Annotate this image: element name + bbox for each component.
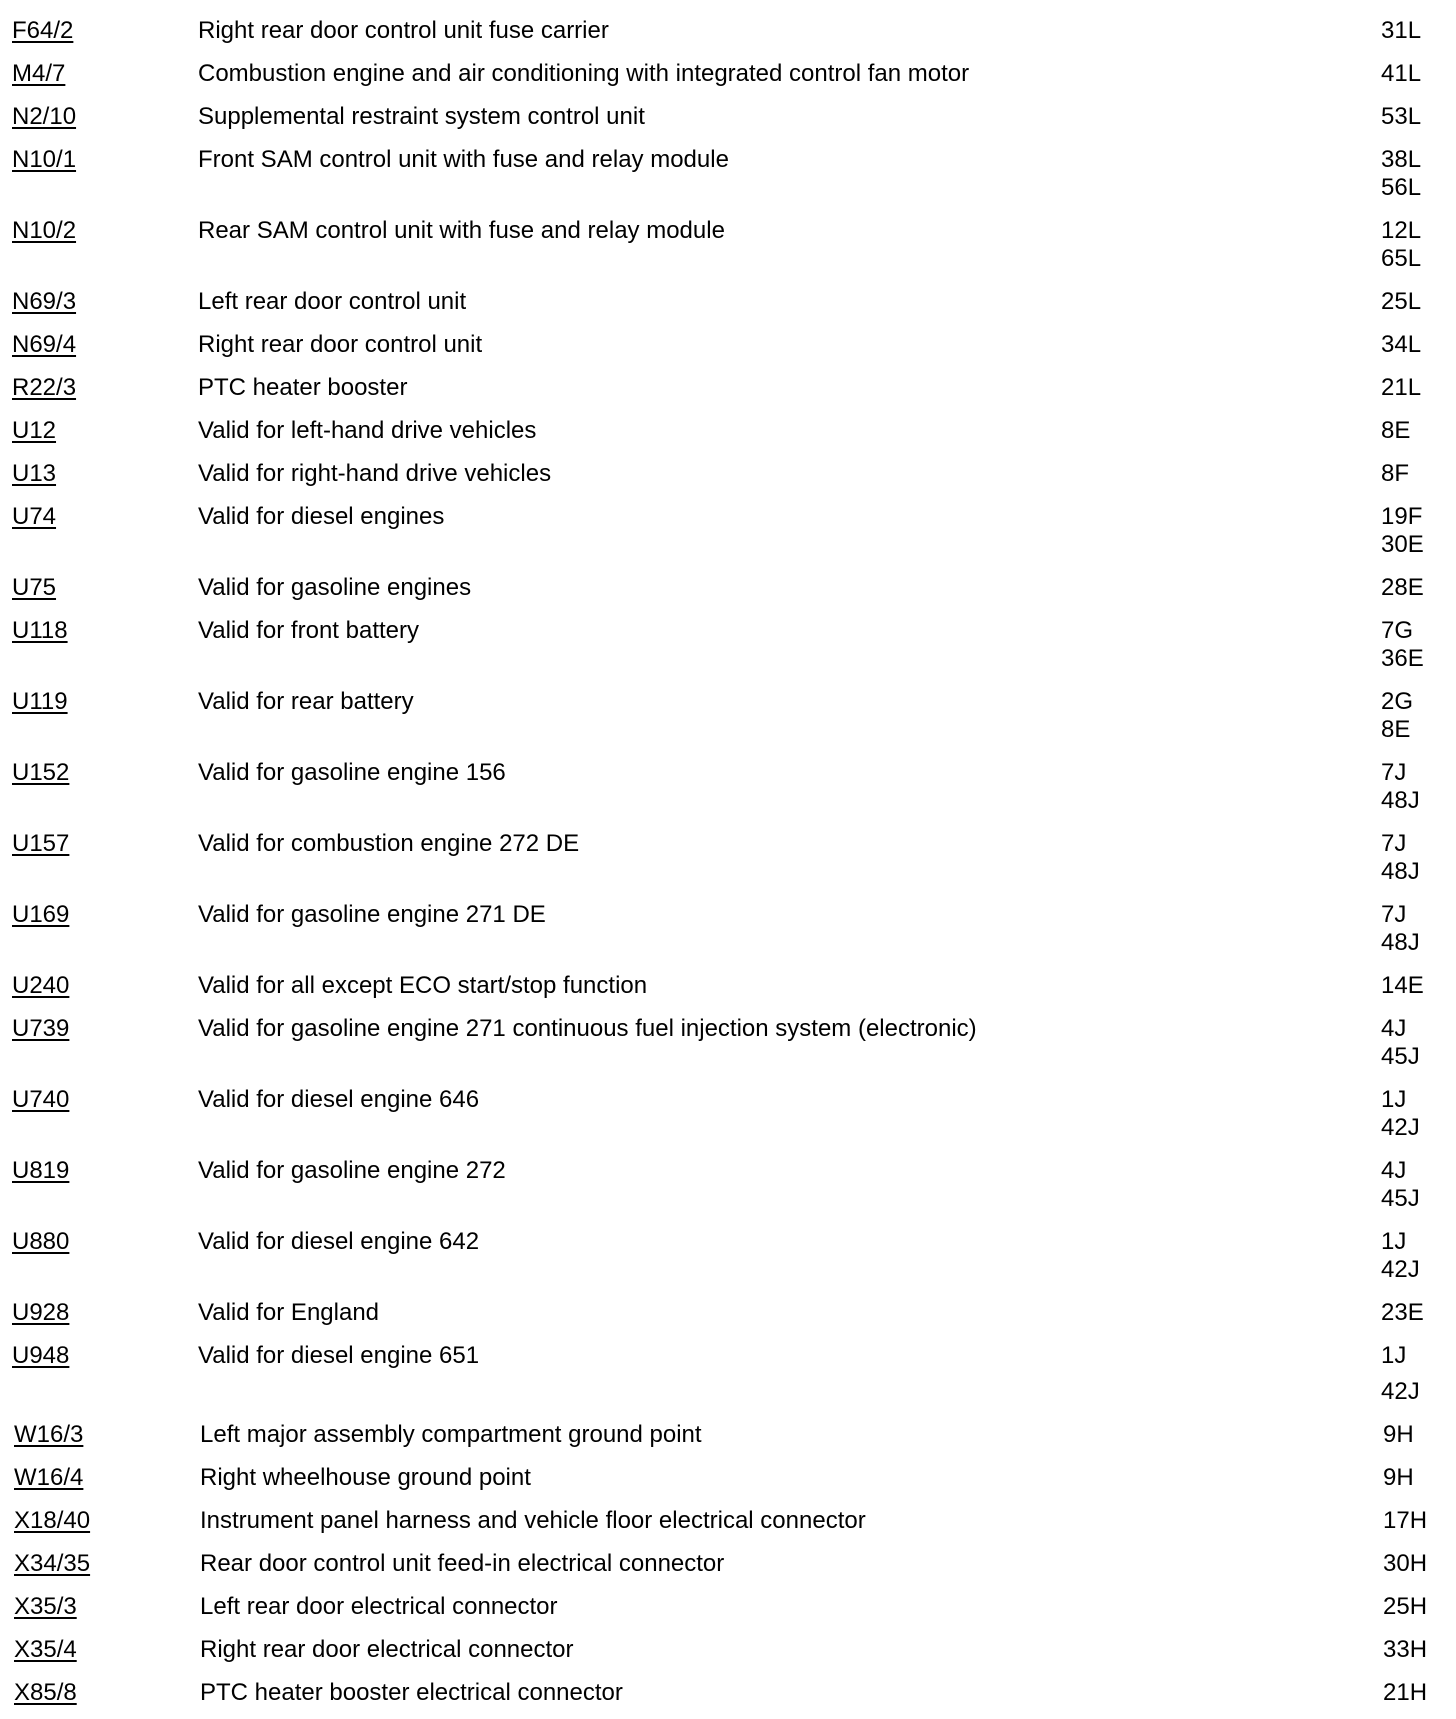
grid-ref: 65L [1381,245,1422,272]
component-description: Supplemental restraint system control unit [198,103,645,130]
component-description: Valid for all except ECO start/stop function [198,972,648,999]
grid-ref: 23E [1381,1299,1424,1326]
component-code-link[interactable]: N10/2 [12,217,77,244]
legend-row [0,1464,1456,1504]
grid-ref: 45J [1381,1185,1420,1212]
legend-row [0,288,1456,328]
grid-ref: 9H [1383,1421,1414,1448]
grid-ref: 21H [1383,1679,1428,1706]
grid-ref: 1J [1381,1086,1407,1113]
grid-refs [1381,759,1420,815]
component-description: Right rear door control unit [198,331,483,358]
grid-refs [1381,146,1421,202]
grid-ref: 38L [1381,146,1422,173]
component-description: Right wheelhouse ground point [200,1464,531,1491]
component-description: Valid for gasoline engine 156 [198,759,506,786]
component-description: Rear door control unit feed-in electrical connector [200,1550,725,1577]
legend-row [0,574,1456,614]
component-code-link[interactable]: U240 [12,972,70,999]
component-code-link[interactable]: U75 [12,574,57,601]
component-code-link[interactable]: N69/3 [12,288,77,315]
component-description: Front SAM control unit with fuse and relay module [198,146,729,173]
legend-row [0,60,1456,100]
grid-refs [1381,17,1421,45]
grid-refs [1381,217,1421,273]
legend-row [0,1593,1456,1633]
component-code-link[interactable]: U152 [12,759,70,786]
component-code-link[interactable]: U157 [12,830,70,857]
grid-refs [1383,1679,1427,1707]
grid-ref: 45J [1381,1043,1420,1070]
grid-ref: 31L [1381,17,1422,44]
legend-row [0,146,1456,201]
component-code-link[interactable]: U169 [12,901,70,928]
component-code-link[interactable]: U12 [12,417,57,444]
component-description: Instrument panel harness and vehicle floor electrical connector [200,1507,866,1534]
grid-ref: 53L [1381,103,1422,130]
grid-ref: 14E [1381,972,1424,999]
grid-refs [1381,417,1410,445]
component-code-link[interactable]: X35/3 [14,1593,77,1620]
grid-ref: 7G [1381,617,1414,644]
grid-refs [1381,331,1421,359]
grid-refs [1381,1015,1420,1071]
grid-ref: 4J [1381,1157,1407,1184]
grid-ref: 1J [1381,1342,1407,1369]
legend-row [0,830,1456,885]
grid-ref: 34L [1381,331,1422,358]
component-code-link[interactable]: X34/35 [14,1550,91,1577]
grid-ref: 30H [1383,1550,1428,1577]
grid-ref: 8E [1381,716,1411,743]
component-code-link[interactable]: U74 [12,503,57,530]
component-code-link[interactable]: U928 [12,1299,70,1326]
grid-ref: 42J [1381,1256,1420,1283]
grid-refs [1381,972,1424,1000]
component-description: Valid for front battery [198,617,419,644]
component-code-link[interactable]: U740 [12,1086,70,1113]
component-description: Valid for rear battery [198,688,414,715]
grid-refs [1381,1299,1424,1327]
component-code-link[interactable]: W16/3 [14,1421,84,1448]
legend-row [0,103,1456,143]
grid-ref: 2G [1381,688,1414,715]
grid-refs [1381,103,1421,131]
legend-row [0,1157,1456,1212]
grid-refs [1381,503,1424,559]
grid-refs [1381,1086,1420,1142]
grid-ref: 41L [1381,60,1422,87]
legend-row [0,331,1456,371]
grid-refs [1381,1228,1420,1284]
component-description: Right rear door control unit fuse carrier [198,17,609,44]
component-code-link[interactable]: W16/4 [14,1464,84,1491]
grid-ref: 1J [1381,1228,1407,1255]
component-code-link[interactable]: U119 [12,688,68,715]
grid-refs [1381,901,1420,957]
component-description: Valid for diesel engines [198,503,445,530]
grid-ref: 30E [1381,531,1424,558]
legend-row [0,217,1456,272]
component-description: PTC heater booster [198,374,408,401]
grid-ref: 33H [1383,1636,1428,1663]
component-code-link[interactable]: M4/7 [12,60,66,87]
legend-row [0,1342,1456,1405]
legend-row [0,759,1456,814]
grid-ref: 17H [1383,1507,1428,1534]
component-description: Valid for right-hand drive vehicles [198,460,552,487]
grid-ref: 7J [1381,830,1407,857]
legend-row [0,374,1456,414]
component-code-link[interactable]: U739 [12,1015,70,1042]
component-description: Right rear door electrical connector [200,1636,574,1663]
component-code-link[interactable]: X35/4 [14,1636,77,1663]
grid-ref: 7J [1381,759,1407,786]
legend-row [0,1015,1456,1070]
legend-row [0,1679,1456,1719]
grid-refs [1383,1464,1414,1492]
grid-ref: 21L [1381,374,1422,401]
component-code-link[interactable]: U13 [12,460,57,487]
component-description: Valid for diesel engine 642 [198,1228,480,1255]
component-description: Valid for gasoline engine 271 DE [198,901,546,928]
legend-row [0,417,1456,457]
grid-ref: 25H [1383,1593,1428,1620]
grid-refs [1381,617,1424,673]
legend-row [0,688,1456,743]
legend-row [0,1299,1456,1339]
component-code-link[interactable]: F64/2 [12,17,74,44]
component-description: Valid for gasoline engine 272 [198,1157,506,1184]
grid-refs [1381,374,1421,402]
component-description: Rear SAM control unit with fuse and relay module [198,217,725,244]
component-code-link[interactable]: N69/4 [12,331,77,358]
grid-ref: 42J [1381,1114,1420,1141]
grid-refs [1383,1421,1414,1449]
grid-ref: 4J [1381,1015,1407,1042]
component-description: Valid for diesel engine 646 [198,1086,480,1113]
grid-ref: 19F [1381,503,1423,530]
grid-refs [1383,1593,1427,1621]
grid-refs [1381,1342,1420,1406]
grid-refs [1383,1550,1427,1578]
component-code-link[interactable]: U819 [12,1157,70,1184]
grid-ref: 12L [1381,217,1422,244]
grid-ref: 56L [1381,174,1422,201]
legend-row [0,901,1456,956]
grid-ref: 8F [1381,460,1410,487]
grid-refs [1381,460,1409,488]
component-description: Valid for gasoline engine 271 continuous fuel injection system (electronic) [198,1015,977,1042]
component-description: Left major assembly compartment ground point [200,1421,702,1448]
component-code-link[interactable]: R22/3 [12,374,77,401]
legend-row [0,1421,1456,1461]
component-description: Combustion engine and air conditioning with integrated control fan motor [198,60,970,87]
component-description: Valid for gasoline engines [198,574,472,601]
grid-ref: 7J [1381,901,1407,928]
grid-ref: 28E [1381,574,1424,601]
grid-ref: 48J [1381,858,1420,885]
legend-row [0,17,1456,57]
legend-row [0,1507,1456,1547]
component-code-link[interactable]: X85/8 [14,1679,77,1706]
component-code-link[interactable]: X18/40 [14,1507,91,1534]
component-code-link[interactable]: U118 [12,617,68,644]
legend-row [0,617,1456,672]
component-code-link[interactable]: N2/10 [12,103,77,130]
grid-ref: 9H [1383,1464,1414,1491]
grid-refs [1381,830,1420,886]
legend-row [0,503,1456,558]
legend-row [0,1550,1456,1590]
grid-ref: 25L [1381,288,1422,315]
grid-refs [1381,574,1424,602]
grid-refs [1381,688,1413,744]
grid-refs [1381,1157,1420,1213]
grid-ref: 36E [1381,645,1424,672]
component-description: Left rear door electrical connector [200,1593,558,1620]
component-description: Valid for diesel engine 651 [198,1342,480,1369]
grid-refs [1381,288,1421,316]
grid-ref: 42J [1381,1378,1420,1405]
grid-refs [1381,60,1421,88]
component-description: Valid for combustion engine 272 DE [198,830,580,857]
legend-row [0,460,1456,500]
component-code-link[interactable]: N10/1 [12,146,77,173]
legend-row [0,1228,1456,1283]
grid-refs [1383,1507,1427,1535]
component-code-link[interactable]: U880 [12,1228,70,1255]
component-description: Valid for left-hand drive vehicles [198,417,537,444]
component-description: Left rear door control unit [198,288,467,315]
grid-ref: 8E [1381,417,1411,444]
grid-refs [1383,1636,1427,1664]
grid-ref: 48J [1381,929,1420,956]
component-code-link[interactable]: U948 [12,1342,70,1369]
component-description: Valid for England [198,1299,380,1326]
component-description: PTC heater booster electrical connector [200,1679,623,1706]
grid-ref: 48J [1381,787,1420,814]
legend-row [0,1636,1456,1676]
legend-row [0,972,1456,1012]
legend-row [0,1086,1456,1141]
